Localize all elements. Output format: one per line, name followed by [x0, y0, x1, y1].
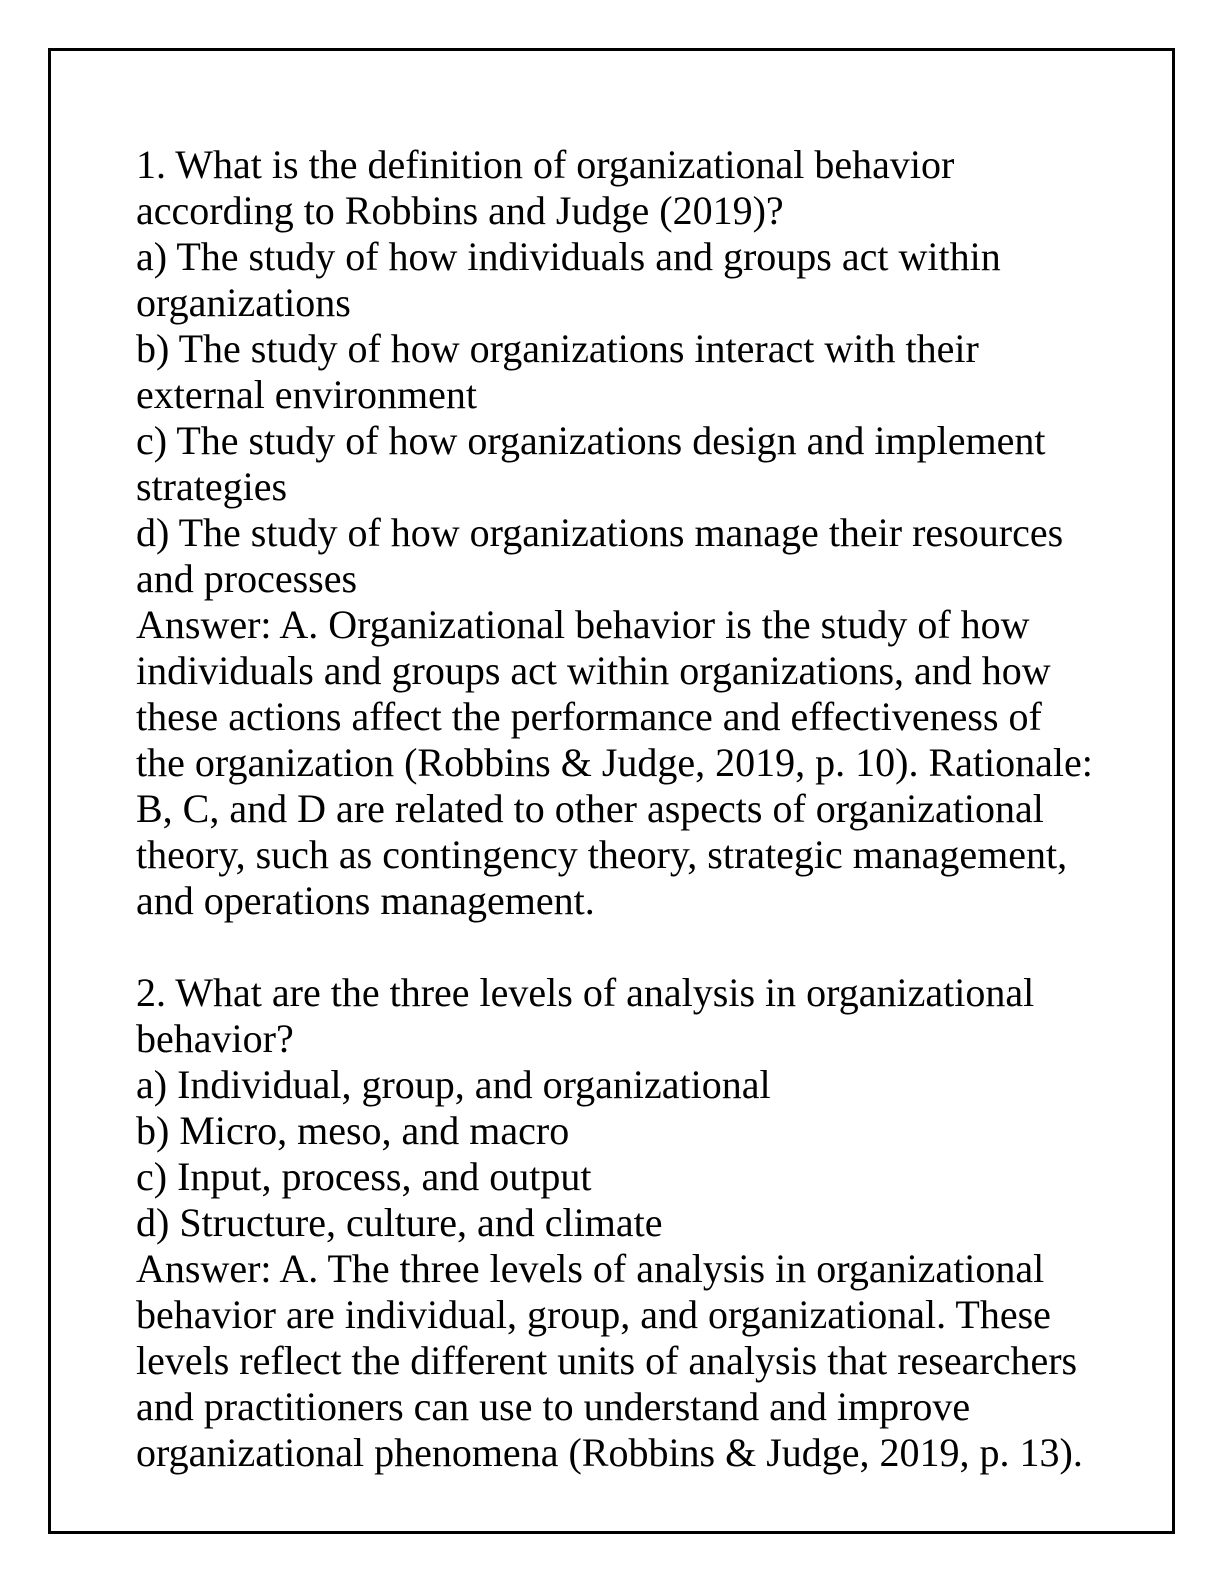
text-line: these actions affect the performance and effectiveness of	[136, 694, 1042, 739]
text-line: according to Robbins and Judge (2019)?	[136, 188, 784, 233]
text-line: organizational phenomena (Robbins & Judge, 2019, p. 13).	[136, 1430, 1083, 1475]
text-line: Answer: A. The three levels of analysis in organizational	[136, 1246, 1045, 1291]
text-line: behavior are individual, group, and organizational. These	[136, 1292, 1051, 1337]
text-line: d) The study of how organizations manage their resources	[136, 510, 1064, 555]
text-line: strategies	[136, 464, 288, 509]
text-line: d) Structure, culture, and climate	[136, 1200, 663, 1245]
text-line: c) The study of how organizations design and implement	[136, 418, 1046, 463]
text-line: and processes	[136, 556, 358, 601]
paragraph-spacer	[136, 924, 1126, 970]
text-line: organizations	[136, 280, 351, 325]
text-line: behavior?	[136, 1016, 294, 1061]
text-line: the organization (Robbins & Judge, 2019, p. 10). Rationale:	[136, 740, 1093, 785]
text-line: b) The study of how organizations interact with their	[136, 326, 979, 371]
text-line: levels reflect the different units of analysis that researchers	[136, 1338, 1078, 1383]
question-1-block	[136, 142, 1126, 924]
text-line: a) The study of how individuals and groups act within	[136, 234, 1001, 279]
text-line: theory, such as contingency theory, strategic management,	[136, 832, 1068, 877]
text-line: c) Input, process, and output	[136, 1154, 592, 1199]
text-line: 2. What are the three levels of analysis in organizational	[136, 970, 1035, 1015]
question-2-block	[136, 970, 1126, 1476]
text-line: individuals and groups act within organizations, and how	[136, 648, 1051, 693]
text-line: a) Individual, group, and organizational	[136, 1062, 771, 1107]
text-line: Answer: A. Organizational behavior is the study of how	[136, 602, 1030, 647]
text-line: 1. What is the definition of organizational behavior	[136, 142, 955, 187]
text-line: B, C, and D are related to other aspects of organizational	[136, 786, 1044, 831]
text-line: and practitioners can use to understand and improve	[136, 1384, 971, 1429]
document-text-block	[136, 142, 1126, 1476]
text-line: b) Micro, meso, and macro	[136, 1108, 570, 1153]
text-line: external environment	[136, 372, 477, 417]
text-line: and operations management.	[136, 878, 595, 923]
